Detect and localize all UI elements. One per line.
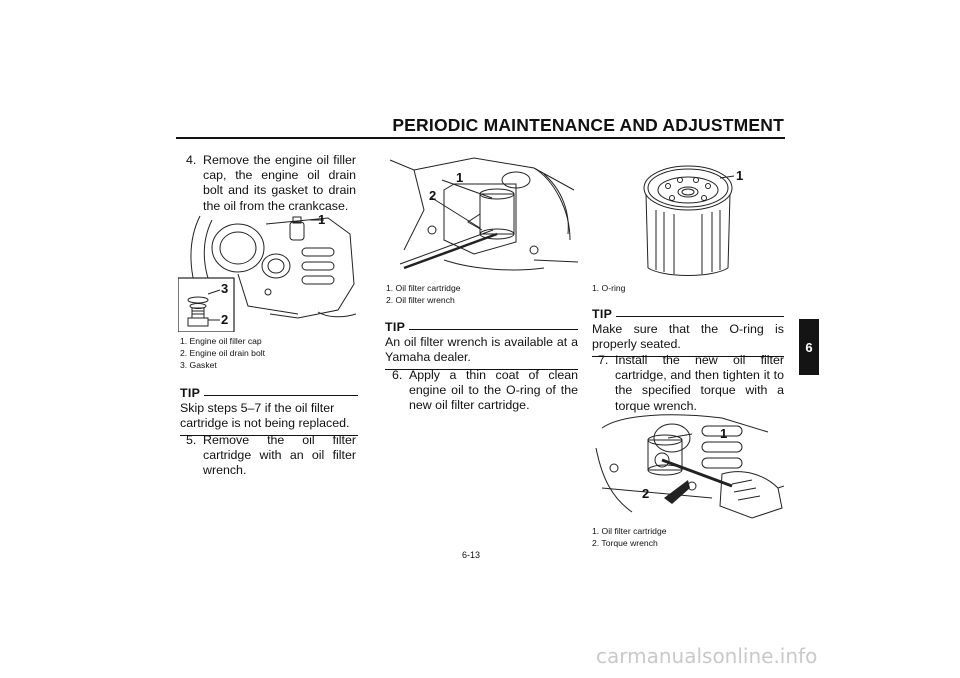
tip-body: Make sure that the O-ring is properly seated. — [592, 322, 784, 352]
caption-2: 2. Engine oil drain bolt — [180, 348, 266, 358]
chapter-tab: 6 — [799, 319, 819, 375]
callout-1: 1 — [318, 212, 326, 227]
tip-title: TIP — [592, 307, 613, 321]
page-title: PERIODIC MAINTENANCE AND ADJUSTMENT — [392, 115, 784, 135]
page-number: 6-13 — [462, 550, 481, 560]
step-7 — [598, 353, 784, 414]
step-text: Install the new oil filter cartridge, and then tighten it to the specified torque with a torque wrench. — [615, 353, 784, 413]
watermark: carmanualsonline.info — [596, 644, 818, 668]
step-6 — [392, 368, 578, 414]
callout-1: 1 — [720, 426, 728, 441]
step-number: 5. — [186, 433, 197, 447]
callout-1: 1 — [456, 170, 464, 185]
figure-oil-filter-removal — [384, 150, 578, 278]
tip-body: An oil filter wrench is available at a Yamaha dealer. — [385, 335, 578, 365]
tip-rule — [204, 395, 358, 396]
tip-box-1 — [180, 386, 358, 436]
callout-2: 2 — [642, 486, 650, 501]
step-text: Apply a thin coat of clean engine oil to the O-ring of the new oil filter cartridge. — [409, 368, 578, 413]
caption-1: 1. Oil filter cartridge — [592, 526, 667, 536]
step-number: 7. — [598, 353, 609, 367]
callout-1: 1 — [736, 168, 744, 183]
tip-title: TIP — [385, 320, 406, 334]
tip-rule — [409, 329, 578, 330]
figure-engine-oil-drain — [178, 214, 358, 332]
step-number: 6. — [392, 368, 403, 382]
tip-body: Skip steps 5–7 if the oil filter cartridge is not being replaced. — [180, 401, 350, 431]
step-text: Remove the engine oil filler cap, the engine oil drain bolt and its gasket to drain the oil from the crankcase. — [203, 153, 356, 213]
tip-box-3 — [592, 307, 784, 357]
caption-1: 1. O-ring — [592, 283, 626, 293]
tip-box-2 — [385, 320, 578, 370]
caption-2: 2. Oil filter wrench — [386, 295, 455, 305]
caption-1: 1. Engine oil filler cap — [180, 336, 262, 346]
callout-2: 2 — [221, 312, 229, 327]
figure-torque-wrench — [592, 408, 784, 522]
header-rule — [176, 137, 785, 139]
caption-2: 2. Torque wrench — [592, 538, 658, 548]
caption-3: 3. Gasket — [180, 360, 217, 370]
tip-title: TIP — [180, 386, 201, 400]
caption-1: 1. Oil filter cartridge — [386, 283, 461, 293]
step-5 — [186, 433, 356, 479]
step-4 — [186, 153, 356, 214]
callout-3: 3 — [221, 281, 229, 296]
step-text: Remove the oil filter cartridge with an oil filter wrench. — [203, 433, 356, 478]
figure-oil-filter-cartridge — [634, 160, 750, 278]
callout-2: 2 — [429, 188, 437, 203]
step-number: 4. — [186, 153, 197, 167]
tip-rule — [616, 316, 784, 317]
